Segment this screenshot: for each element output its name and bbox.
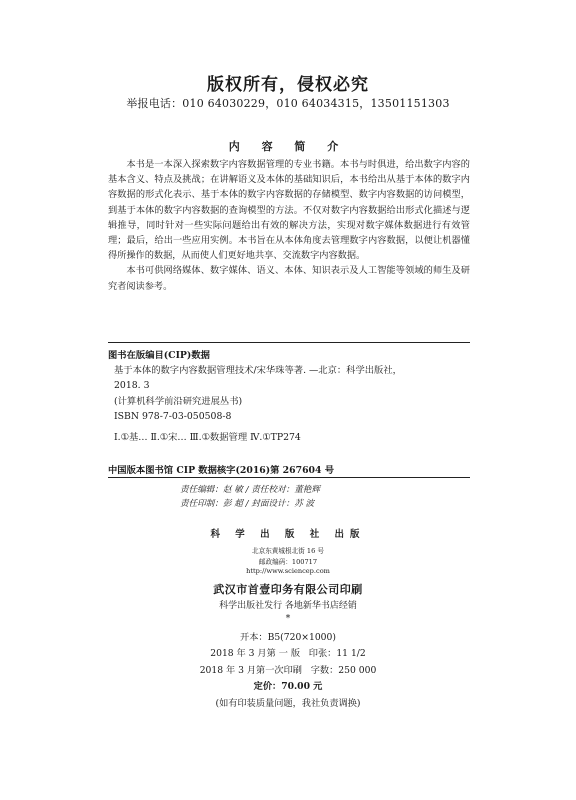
printer: 武汉市首壹印务有限公司印刷 xyxy=(213,583,363,596)
credits xyxy=(180,483,440,511)
publisher-name: 科 学 出 版 社 出版 xyxy=(210,529,366,540)
credit-line: 责任编辑：赵 敏 / 责任校对：董艳辉 xyxy=(180,485,320,495)
specs-block xyxy=(0,630,576,712)
spec-line: 2018 年 3 月第一次印刷 字数：250 000 xyxy=(199,664,377,676)
credit-line: 责任印制：彭 超 / 封面设计：苏 波 xyxy=(180,499,315,509)
report-phone: 举报电话：010 64030229，010 64034315，13501151303 xyxy=(126,97,450,110)
copyright-notice: 版权所有，侵权必究 xyxy=(207,75,369,95)
cip-line: 基于本体的数字内容数据管理技术/宋华珠等著. —北京：科学出版社， xyxy=(114,365,402,377)
separator-mark: * xyxy=(285,614,291,624)
cip-bottom-rule xyxy=(108,477,470,478)
cip-line: 2018. 3 xyxy=(114,380,150,392)
publisher-postcode: 邮政编码：100717 xyxy=(258,558,318,566)
price: 定价：70.00 元 xyxy=(253,681,323,693)
cip-classification: Ⅰ.①基… Ⅱ.①宋… Ⅲ.①数据管理 Ⅳ.①TP274 xyxy=(114,432,301,444)
spec-line: 2018 年 3 月第 一 版 印张：11 1/2 xyxy=(210,648,366,660)
cip-line: (计算机科学前沿研究进展丛书) xyxy=(114,395,243,407)
cip-top-rule xyxy=(108,342,470,343)
cip-number: 中国版本图书馆 CIP 数据核字(2016)第 267604 号 xyxy=(108,465,335,476)
summary-body xyxy=(108,157,470,294)
quality-notice: (如有印装质量问题，我社负责调换) xyxy=(215,697,361,709)
summary-paragraph: 本书可供网络媒体、数字媒体、语义、本体、知识表示及人工智能等领域的师生及研究者阅读参考。 xyxy=(108,265,470,292)
cip-heading: 图书在版编目(CIP)数据 xyxy=(108,350,210,361)
spec-line: 开本：B5(720×1000) xyxy=(240,632,336,643)
publisher-address: 北京东黄城根北街 16 号 xyxy=(252,547,324,555)
cip-line: ISBN 978-7-03-050508-8 xyxy=(114,410,232,422)
summary-paragraph: 本书是一本深入探索数字内容数据管理的专业书籍。本书与时俱进，给出数字内容的基本含义、特点及挑战；在讲解语义及本体的基础知识后，本书给出从基于本体的数字内容数据的形式化表示、基于本体的数字内容数据的存储模型、数字内容数据的访问模型，到基于本体的数字内容数据的查询模型的方法。不仅对数字内容数据给出形式化描述与逻辑推导，同时针对一些实际问题给出有效的解决方法，实现对数字媒体数据进行有效管理；最后，给出一些应用实例。本书旨在从本体角度去管理数字内容数据，以便让机器懂得所操作的数据，从而使人们更好地共享、交流数字内容数据。 xyxy=(108,159,470,262)
cip-block xyxy=(108,348,470,445)
summary-title: 内 容 简 介 xyxy=(228,140,348,153)
distribution: 科学出版社发行 各地新华书店经销 xyxy=(219,601,357,611)
publisher-url: http://www.sciencep.com xyxy=(246,567,330,575)
